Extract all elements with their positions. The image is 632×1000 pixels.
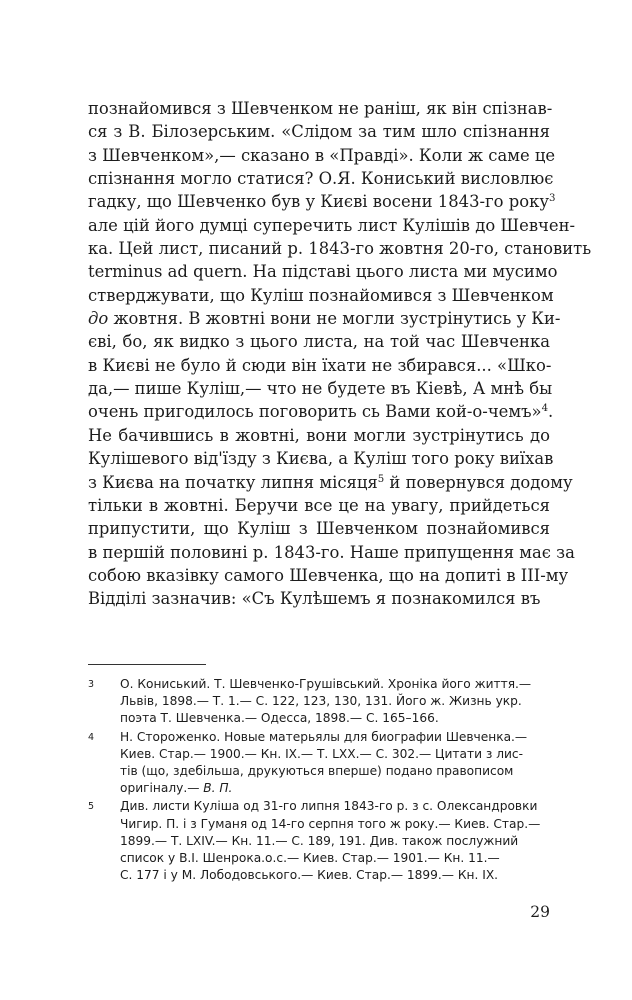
footnote-line: С. 177 і у М. Лободовського.— Киев. Стар.— 1899.— Кн. IX. (120, 868, 499, 883)
text-line (88, 284, 554, 307)
text-line (88, 237, 592, 260)
text-line (88, 424, 550, 447)
line-text: з Шевченком»,— сказано в «Правді». Коли ж саме це (88, 145, 556, 165)
text-line (88, 400, 554, 423)
line-text: жовтня. В жовтні вони не могли зустрінутись у Ки- (108, 309, 561, 329)
text-line (88, 190, 556, 213)
text-line (88, 354, 550, 377)
line-text: да,— пише Куліш,— что не будете въ Кіевѣ, А мнѣ бы (88, 379, 553, 399)
line-text: Не бачившись в жовтні, вони могли зустрінутись до (88, 425, 550, 445)
footnote-ref[interactable]: 4 (541, 403, 549, 415)
text-line (88, 541, 575, 564)
footnote-number: 3 (88, 679, 95, 690)
line-text: собою вказівку самого Шевченка, що на допиті в III-му (88, 565, 569, 585)
footnote-line: Киев. Стар.— 1900.— Кн. IX.— Т. LXX.— С. 302.— Цитати з лис- (120, 746, 524, 761)
footnote-line (120, 780, 550, 797)
footnote-line: поэта Т. Шевченка.— Одесса, 1898.— С. 165–166. (120, 711, 439, 726)
line-text: припустити, що Куліш з Шевченком познайомився (88, 519, 550, 539)
italic-word: до (88, 309, 109, 329)
line-text: terminus ad quern. На підставі цього листа ми мусимо (88, 262, 558, 282)
footnote-line: Львів, 1898.— Т. 1.— С. 122, 123, 130, 131. Його ж. Жизнь укр. (120, 694, 522, 709)
line-text: очень пригодилось поговорить сь Вами кой-о-чемъ» (88, 402, 542, 422)
line-text: ка. Цей лист, писаний р. 1843-го жовтня 20-го, становить (88, 239, 592, 259)
line-text: Відділі зазначив: «Съ Кулѣшемъ я познакомился въ (88, 589, 541, 609)
line-text: з Києва на початку липня місяця (88, 472, 378, 492)
text-line (88, 517, 550, 540)
line-text: ся з В. Білозерським. «Слідом за тим шло спізнання (88, 122, 550, 142)
editor-initials: В. П. (203, 781, 233, 796)
page-number: 29 (530, 903, 550, 921)
footnote-line: Див. листи Куліша од 31-го липня 1843-го р. з с. Олександровки (120, 799, 538, 814)
footnote-number: 5 (88, 801, 95, 813)
line-text: Кулішевого від'їзду з Києва, а Куліш того року виїхав (88, 449, 554, 469)
line-text: тільки в жовтні. Беручи все це на увагу, прийдеться (88, 495, 550, 515)
line-text: гадку, що Шевченко був у Києві восени 1843-го року (88, 192, 549, 212)
text-line (88, 564, 569, 587)
footnote-4 (88, 729, 550, 798)
line-text: спізнання могло статися? О.Я. Кониський висловлює (88, 169, 554, 189)
footnote-ref[interactable]: 3 (548, 193, 556, 205)
footnote-number: 4 (88, 731, 95, 743)
line-text: в Києві не було й сюди він їхати не збирався... «Шко- (88, 355, 552, 375)
line-text: . (548, 402, 554, 422)
footnote-line: О. Кониський. Т. Шевченко-Грушівський. Хроніка його життя.— (120, 677, 532, 691)
text-line (88, 471, 573, 494)
footnotes (88, 676, 550, 885)
footnote-ref[interactable]: 5 (377, 473, 385, 485)
text-line (88, 330, 550, 353)
text-line (88, 214, 576, 237)
line-text: єві, бо, як видко з цього листа, на той час Шевченка (88, 332, 550, 352)
footnote-line: список у В.І. Шенрока.о.с.— Киев. Стар.— 1901.— Кн. 11.— (120, 851, 500, 866)
footnote-3 (88, 676, 550, 728)
line-text: в першій половині р. 1843-го. Наше припущення має за (88, 542, 575, 562)
footnote-line: Н. Стороженко. Новые матерьялы для биографии Шевченка.— (120, 729, 528, 744)
text-line (88, 260, 558, 283)
text-line (88, 120, 550, 143)
line-text: стверджувати, що Куліш познайомився з Шевченком (88, 285, 554, 305)
text-line (88, 307, 561, 330)
footnote-line: тів (що, здебільша, друкуються вперше) подано правописом (120, 764, 514, 779)
line-text: й повернувся додому (384, 472, 573, 492)
text-line (88, 97, 553, 120)
footnote-line: 1899.— Т. LXIV.— Кн. 11.— С. 189, 191. Див. також послужний (120, 833, 519, 848)
footnote-line-text: оригіналу.— (120, 781, 204, 796)
text-line (88, 447, 554, 470)
line-text: познайомився з Шевченком не раніш, як він спізнав- (88, 99, 553, 118)
footnote-5 (88, 798, 550, 884)
text-line (88, 587, 550, 610)
text-line (88, 167, 554, 190)
text-line (88, 377, 553, 400)
main-text (88, 97, 592, 611)
footnote-separator (88, 664, 206, 665)
text-line (88, 144, 556, 167)
line-text: але цій його думці суперечить лист Кулішів до Шевчен- (88, 215, 576, 235)
footnote-line: Чигир. П. і з Гуманя од 14-го серпня того ж року.— Киев. Стар.— (120, 816, 541, 831)
text-line (88, 494, 550, 517)
